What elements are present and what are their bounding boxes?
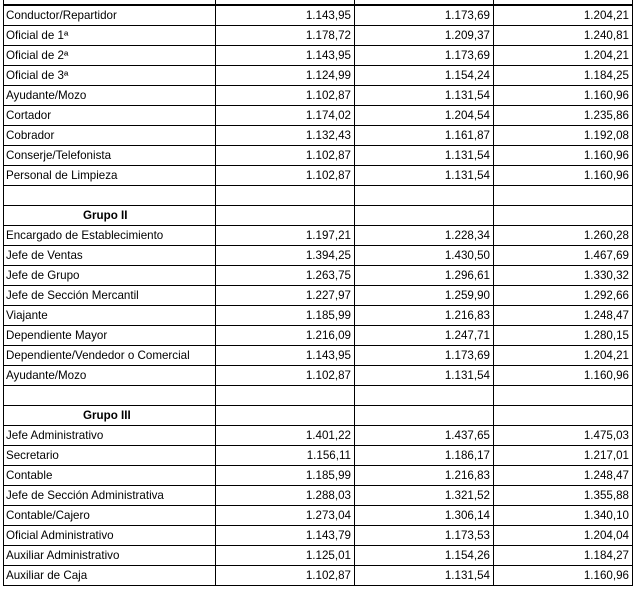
salary-value-col3: 1.160,96 [494,566,633,586]
table-row [4,566,633,586]
salary-value-col1: 1.143,95 [216,5,355,26]
salary-value-col2: 1.204,54 [355,106,494,126]
spacer-row [4,186,633,206]
table-row [4,266,633,286]
category-label: Encargado de Establecimiento [4,226,216,246]
salary-table [3,0,633,586]
empty-cell [216,406,355,426]
table-row [4,166,633,186]
salary-value-col2: 1.131,54 [355,146,494,166]
salary-value-col1: 1.185,99 [216,466,355,486]
table-row [4,106,633,126]
salary-value-col2: 1.154,26 [355,546,494,566]
category-label: Dependiente/Vendedor o Comercial [4,346,216,366]
salary-value-col2: 1.173,69 [355,346,494,366]
salary-value-col3: 1.160,96 [494,366,633,386]
salary-table-sheet [3,0,632,586]
salary-value-col1: 1.185,99 [216,306,355,326]
empty-cell [494,186,633,206]
category-label: Auxiliar Administrativo [4,546,216,566]
salary-value-col1: 1.102,87 [216,566,355,586]
table-row [4,366,633,386]
category-label: Conductor/Repartidor [4,5,216,26]
salary-value-col3: 1.240,81 [494,26,633,46]
category-label: Jefe de Sección Administrativa [4,486,216,506]
salary-value-col3: 1.355,88 [494,486,633,506]
salary-table-body [4,0,633,586]
table-row [4,146,633,166]
salary-value-col1: 1.227,97 [216,286,355,306]
salary-value-col3: 1.467,69 [494,246,633,266]
salary-value-col3: 1.475,03 [494,426,633,446]
table-row [4,5,633,26]
salary-value-col2: 1.131,54 [355,166,494,186]
salary-value-col1: 1.273,04 [216,506,355,526]
table-row [4,306,633,326]
salary-value-col2: 1.430,50 [355,246,494,266]
table-row [4,326,633,346]
group-header-row [4,406,633,426]
salary-value-col1: 1.216,09 [216,326,355,346]
group-title: Grupo III [4,406,216,426]
salary-value-col2: 1.131,54 [355,566,494,586]
category-label: Jefe Administrativo [4,426,216,446]
salary-value-col3: 1.184,27 [494,546,633,566]
category-label: Viajante [4,306,216,326]
salary-value-col1: 1.102,87 [216,146,355,166]
salary-value-col2: 1.161,87 [355,126,494,146]
salary-value-col3: 1.160,96 [494,86,633,106]
spacer-row [4,386,633,406]
table-row [4,246,633,266]
salary-value-col2: 1.216,83 [355,466,494,486]
salary-value-col3: 1.330,32 [494,266,633,286]
category-label: Contable/Cajero [4,506,216,526]
salary-value-col2: 1.131,54 [355,86,494,106]
salary-value-col3: 1.204,21 [494,46,633,66]
category-label: Jefe de Grupo [4,266,216,286]
empty-cell [4,186,216,206]
salary-value-col1: 1.394,25 [216,246,355,266]
category-label: Jefe de Sección Mercantil [4,286,216,306]
table-row [4,66,633,86]
category-label: Oficial Administrativo [4,526,216,546]
salary-value-col3: 1.192,08 [494,126,633,146]
category-label: Auxiliar de Caja [4,566,216,586]
table-row [4,426,633,446]
salary-value-col3: 1.160,96 [494,166,633,186]
salary-value-col2: 1.296,61 [355,266,494,286]
empty-cell [216,206,355,226]
empty-cell [355,386,494,406]
salary-value-col3: 1.280,15 [494,326,633,346]
salary-value-col1: 1.124,99 [216,66,355,86]
empty-cell [4,386,216,406]
category-label: Oficial de 2ª [4,46,216,66]
salary-value-col2: 1.216,83 [355,306,494,326]
empty-cell [494,206,633,226]
empty-cell [216,386,355,406]
salary-value-col2: 1.321,52 [355,486,494,506]
empty-cell [355,406,494,426]
salary-value-col1: 1.174,02 [216,106,355,126]
salary-value-col1: 1.125,01 [216,546,355,566]
table-row [4,86,633,106]
salary-value-col2: 1.131,54 [355,366,494,386]
salary-value-col3: 1.292,66 [494,286,633,306]
salary-value-col1: 1.102,87 [216,366,355,386]
salary-value-col3: 1.204,21 [494,346,633,366]
salary-value-col3: 1.204,21 [494,5,633,26]
salary-value-col1: 1.143,95 [216,346,355,366]
table-row [4,226,633,246]
salary-value-col1: 1.197,21 [216,226,355,246]
table-row [4,546,633,566]
category-label: Jefe de Ventas [4,246,216,266]
category-label: Cortador [4,106,216,126]
salary-value-col3: 1.248,47 [494,306,633,326]
empty-cell [494,406,633,426]
salary-value-col1: 1.102,87 [216,86,355,106]
salary-value-col2: 1.209,37 [355,26,494,46]
category-label: Cobrador [4,126,216,146]
category-label: Ayudante/Mozo [4,366,216,386]
empty-cell [494,386,633,406]
salary-value-col2: 1.247,71 [355,326,494,346]
empty-cell [355,206,494,226]
salary-value-col2: 1.186,17 [355,446,494,466]
salary-value-col1: 1.263,75 [216,266,355,286]
salary-value-col2: 1.173,53 [355,526,494,546]
category-label: Conserje/Telefonista [4,146,216,166]
category-label: Oficial de 3ª [4,66,216,86]
table-row [4,446,633,466]
salary-value-col1: 1.102,87 [216,166,355,186]
salary-value-col1: 1.132,43 [216,126,355,146]
salary-value-col1: 1.143,95 [216,46,355,66]
table-row [4,486,633,506]
table-row [4,466,633,486]
salary-value-col3: 1.204,04 [494,526,633,546]
table-row [4,286,633,306]
table-row [4,126,633,146]
category-label: Contable [4,466,216,486]
salary-value-col3: 1.217,01 [494,446,633,466]
salary-value-col2: 1.154,24 [355,66,494,86]
salary-value-col3: 1.160,96 [494,146,633,166]
group-header-row [4,206,633,226]
salary-value-col1: 1.143,79 [216,526,355,546]
table-row [4,26,633,46]
salary-value-col3: 1.184,25 [494,66,633,86]
table-row [4,46,633,66]
salary-value-col2: 1.437,65 [355,426,494,446]
salary-value-col2: 1.259,90 [355,286,494,306]
salary-value-col3: 1.340,10 [494,506,633,526]
salary-value-col3: 1.235,86 [494,106,633,126]
category-label: Oficial de 1ª [4,26,216,46]
salary-value-col2: 1.173,69 [355,5,494,26]
empty-cell [355,186,494,206]
salary-value-col2: 1.173,69 [355,46,494,66]
salary-value-col1: 1.156,11 [216,446,355,466]
table-row [4,526,633,546]
category-label: Ayudante/Mozo [4,86,216,106]
group-title: Grupo II [4,206,216,226]
salary-value-col1: 1.401,22 [216,426,355,446]
category-label: Personal de Limpieza [4,166,216,186]
table-row [4,506,633,526]
salary-value-col3: 1.248,47 [494,466,633,486]
salary-value-col3: 1.260,28 [494,226,633,246]
salary-value-col2: 1.228,34 [355,226,494,246]
table-row [4,346,633,366]
category-label: Dependiente Mayor [4,326,216,346]
salary-value-col2: 1.306,14 [355,506,494,526]
salary-value-col1: 1.178,72 [216,26,355,46]
empty-cell [216,186,355,206]
salary-value-col1: 1.288,03 [216,486,355,506]
category-label: Secretario [4,446,216,466]
